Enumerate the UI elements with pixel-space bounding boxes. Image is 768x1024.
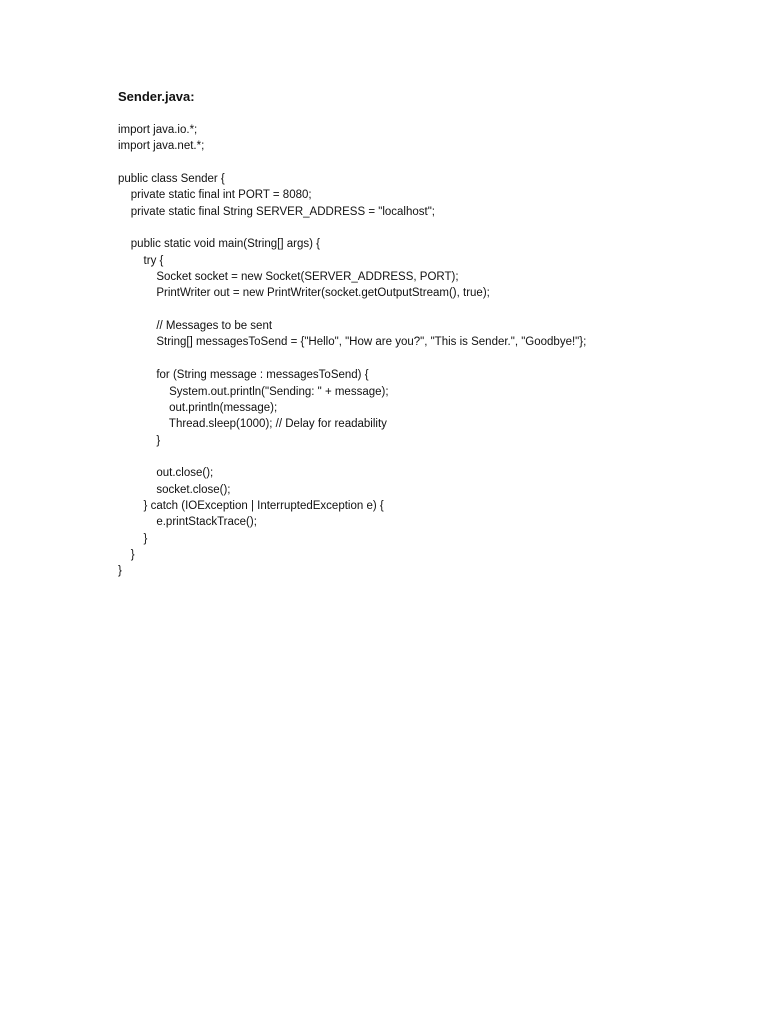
code-line: // Messages to be sent <box>118 320 273 333</box>
code-line: System.out.println("Sending: " + message); <box>118 385 389 398</box>
code-line <box>118 302 586 318</box>
code-line <box>118 220 586 236</box>
document-title: Sender.java: <box>118 89 195 104</box>
code-line: for (String message : messagesToSend) { <box>118 369 369 382</box>
code-line: public class Sender { <box>118 173 225 186</box>
code-line <box>118 351 586 367</box>
code-line: private static final int PORT = 8080; <box>118 189 312 202</box>
code-line: } <box>118 548 135 561</box>
code-line: } catch (IOException | InterruptedException e) { <box>118 499 384 512</box>
code-line: } <box>118 565 122 578</box>
code-line <box>118 155 586 171</box>
code-line: String[] messagesToSend = {"Hello", "How are you?", "This is Sender.", "Goodbye!"}; <box>118 336 587 349</box>
code-line: private static final String SERVER_ADDRESS = "localhost"; <box>118 205 435 218</box>
code-line <box>118 449 586 465</box>
code-line: import java.io.*; <box>118 124 198 136</box>
code-line: import java.net.*; <box>118 140 205 153</box>
code-line: } <box>118 532 148 545</box>
code-line: e.printStackTrace(); <box>118 516 257 529</box>
code-block <box>118 122 586 580</box>
code-line: out.println(message); <box>118 401 278 414</box>
code-line: Socket socket = new Socket(SERVER_ADDRESS, PORT); <box>118 271 459 284</box>
code-line: out.close(); <box>118 467 214 480</box>
code-line: PrintWriter out = new PrintWriter(socket.getOutputStream(), true); <box>118 287 490 300</box>
code-line: Thread.sleep(1000); // Delay for readability <box>118 418 387 431</box>
code-line: socket.close(); <box>118 483 231 496</box>
code-line: } <box>118 434 161 447</box>
code-line: try { <box>118 254 164 267</box>
code-line: public static void main(String[] args) { <box>118 238 320 251</box>
